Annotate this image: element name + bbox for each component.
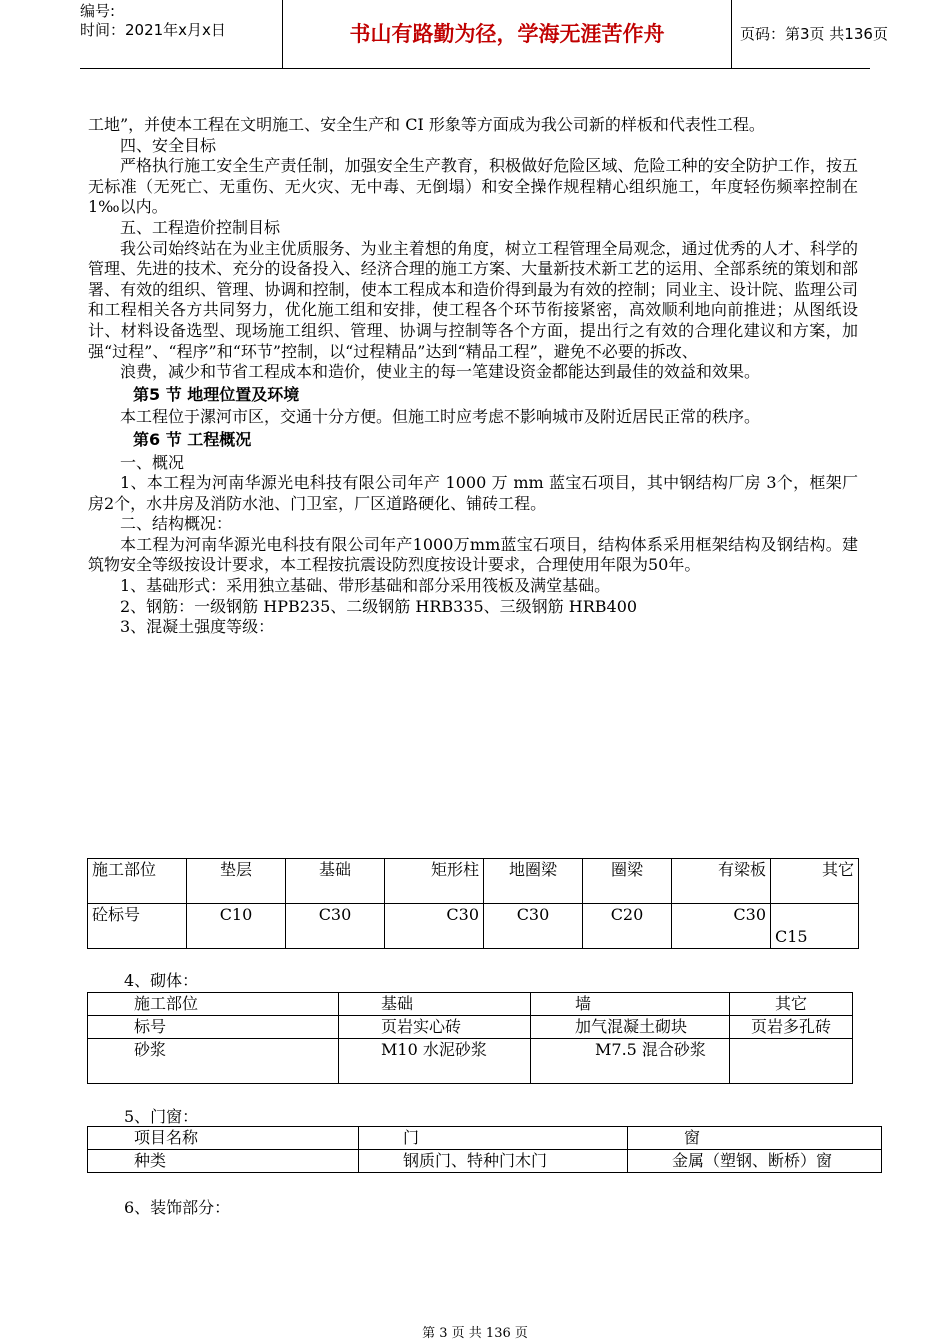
table-header-cell: 有梁板 — [672, 859, 771, 904]
table-cell: 页岩多孔砖 — [730, 1016, 853, 1039]
table-header-cell: 其它 — [730, 993, 853, 1016]
paragraph: 严格执行施工安全生产责任制，加强安全生产教育，积极做好危险区域、危险工种的安全防护工作，按五无标准（无死亡、无重伤、无火灾、无中毒、无倒塌）和安全操作规程精心组织施工，年度轻伤频率控制在1‰以内。 — [88, 156, 858, 217]
table-cell: M10 水泥砂浆 — [339, 1039, 531, 1084]
header-page-info: 页码：第3页 共136页 — [740, 25, 888, 43]
table-cell: 页岩实心砖 — [339, 1016, 531, 1039]
table-row — [88, 1039, 853, 1084]
concrete-grade-table — [87, 858, 859, 949]
heading-structure: 二、结构概况： — [120, 514, 233, 534]
decoration-label: 6、装饰部分： — [124, 1198, 231, 1217]
table-cell: 钢质门、特种门木门 — [359, 1150, 628, 1173]
masonry-table — [87, 992, 853, 1084]
paragraph: 本工程为河南华源光电科技有限公司年产1000万mm蓝宝石项目，结构体系采用框架结构及钢结构。建筑物安全等级按设计要求，本工程按抗震设防烈度按设计要求，合理使用年限为50年。 — [88, 534, 858, 575]
table-row — [88, 993, 853, 1016]
table-cell: C10 — [187, 904, 286, 949]
table-header-cell: 窗 — [628, 1127, 882, 1150]
paragraph: 1、本工程为河南华源光电科技有限公司年产 1000 万 mm 蓝宝石项目，其中钢结构厂房 3个，框架厂房2个，水井房及消防水池、门卫室，厂区道路硬化、铺砖工程。 — [88, 473, 858, 513]
masonry-label: 4、砌体： — [124, 971, 199, 990]
section-5-title: 第5 节 地理位置及环境 — [133, 384, 300, 404]
paragraph: 3、混凝土强度等级： — [120, 617, 275, 637]
table-header-cell: 墙 — [531, 993, 730, 1016]
table-cell: C30 — [484, 904, 583, 949]
table-cell: C20 — [583, 904, 672, 949]
table-cell: M7.5 混合砂浆 — [531, 1039, 730, 1084]
paragraph: 1、基础形式：采用独立基础、带形基础和部分采用筏板及满堂基础。 — [120, 576, 611, 596]
table-cell: 种类 — [88, 1150, 359, 1173]
table-header-cell: 地圈梁 — [484, 859, 583, 904]
paragraph: 2、钢筋：一级钢筋 HPB235、二级钢筋 HRB335、三级钢筋 HRB400 — [120, 596, 638, 616]
time-label: 时间：2021年x月x日 — [80, 21, 226, 39]
table-cell: 砼标号 — [88, 904, 187, 949]
table-header-cell: 门 — [359, 1127, 628, 1150]
paragraph: 浪费，减少和节省工程成本和造价，使业主的每一笔建设资金都能达到最佳的效益和效果。 — [120, 362, 761, 382]
heading-cost: 五、工程造价控制目标 — [120, 217, 281, 237]
page-header — [80, 0, 888, 69]
heading-overview: 一、概况 — [120, 452, 185, 472]
table-cell: 金属（塑钢、断桥）窗 — [628, 1150, 882, 1173]
table-row — [88, 1127, 882, 1150]
table-cell: C30 — [672, 904, 771, 949]
table-header-cell: 施工部位 — [88, 993, 339, 1016]
table-row — [88, 904, 859, 949]
table-cell: C15 — [771, 904, 859, 949]
table-row — [88, 1150, 882, 1173]
paragraph: 本工程位于漯河市区，交通十分方便。但施工时应考虑不影响城市及附近居民正常的秩序。 — [120, 407, 761, 427]
paragraph: 工地”，并使本工程在文明施工、安全生产和 CI 形象等方面成为我公司新的样板和代表性工程。 — [88, 115, 765, 134]
doors-label: 5、门窗： — [124, 1107, 199, 1126]
table-header-cell: 垫层 — [187, 859, 286, 904]
paragraph: 我公司始终站在为业主优质服务、为业主着想的角度，树立工程管理全局观念，通过优秀的人才、科学的管理、先进的技术、充分的设备投入、经济合理的施工方案、大量新技术新工艺的运用、全部系统的策划和部署、有效的组织、管理、协调和控制，使本工程成本和造价得到最为有效的控制；同业主、设计院、监理公司和工程相关各方共同努力，优化施工组和安排，使工程各个环节衔接紧密，高效顺利地向前推进；从图纸设计、材料设备选型、现场施工组织、管理、协调与控制等各个方面，提出行之有效的合理化建议和方案，加强“过程”、“程序”和“环节”控制，以“过程精品”达到“精品工程”，避免不必要的拆改、 — [88, 238, 858, 361]
heading-safety: 四、安全目标 — [120, 135, 217, 155]
doors-windows-table — [87, 1126, 882, 1173]
table-cell: 加气混凝土砌块 — [531, 1016, 730, 1039]
table-header-cell: 其它 — [771, 859, 859, 904]
table-header-cell: 圈梁 — [583, 859, 672, 904]
table-cell: C30 — [385, 904, 484, 949]
table-header-cell: 基础 — [339, 993, 531, 1016]
table-header-cell: 基础 — [286, 859, 385, 904]
document-body — [88, 115, 858, 638]
table-row — [88, 1016, 853, 1039]
page-footer: 第 3 页 共 136 页 — [422, 1326, 528, 1341]
table-cell: 标号 — [88, 1016, 339, 1039]
table-header-cell: 施工部位 — [88, 859, 187, 904]
table-cell: C30 — [286, 904, 385, 949]
table-row — [88, 859, 859, 904]
table-cell: 砂浆 — [88, 1039, 339, 1084]
table-cell — [730, 1039, 853, 1084]
table-header-cell: 矩形柱 — [385, 859, 484, 904]
number-label: 编号: — [80, 2, 116, 20]
section-6-title: 第6 节 工程概况 — [133, 429, 252, 449]
header-meta — [80, 2, 280, 68]
header-motto: 书山有路勤为径，学海无涯苦作舟 — [282, 0, 732, 68]
table-header-cell: 项目名称 — [88, 1127, 359, 1150]
